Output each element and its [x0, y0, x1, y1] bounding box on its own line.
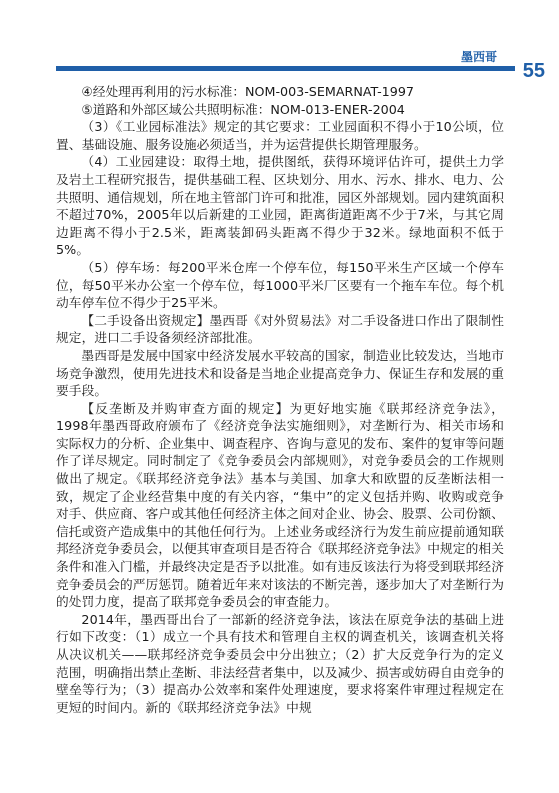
body-paragraph: （3）《工业园标准法》规定的其它要求：工业园面积不得小于10公顷，位置、基础设施、服务设施必须适当，并为运营提供长期管理服务。 — [56, 119, 504, 152]
body-paragraph: 墨西哥是发展中国家中经济发展水平较高的国家，制造业比较发达，当地市场竞争激烈，使用先进技术和设备是当地企业提高竞争力、保证生存和发展的重要手段。 — [56, 347, 504, 399]
header-divider — [56, 66, 515, 71]
body-paragraph: ④经处理再利用的污水标准：NOM-003-SEMARNAT-1997 — [81, 84, 414, 99]
body-paragraph: 2014年，墨西哥出台了一部新的经济竞争法，该法在原竞争法的基础上进行如下改变：（1）成立一个具有技术和管理自主权的调查机关，该调查机关将从决议机关——联邦经济竞争委员会中分出独立；（2）扩大反竞争行为的定义范围，明确指出禁止垄断、非法经营者集中，以及减少、损害或妨碍自由竞争的壁垒等行为；（3）提高办公效率和案件处理速度，要求将案件审理过程规定在更短的时间内。新的《联邦经济竞争法》中规 — [56, 611, 504, 715]
body-paragraph: ⑤道路和外部区域公共照明标准：NOM-013-ENER-2004 — [81, 101, 405, 117]
body-paragraph: （5）停车场：每200平米仓库一个停车位，每150平米生产区域一个停车位，每50平米办公室一个停车位，每1000平米厂区要有一个拖车车位。每个机动车停车位不得少于25平米。 — [56, 259, 504, 311]
body-paragraph: 【二手设备出资规定】墨西哥《对外贸易法》对二手设备进口作出了限制性规定，进口二手设备须经济部批准。 — [56, 312, 504, 346]
header-title: 墨西哥 — [460, 50, 497, 64]
page-body — [56, 83, 504, 716]
body-paragraph: （4）工业园建设：取得土地，提供图纸，获得环境评估许可，提供土力学及岩土工程研究报告，提供基础工程、区块划分、用水、污水、排水、电力、公共照明、通信规划，所在地主管部门许可和批准，园区外部规划。园内建筑面积不超过70%，2005年以后新建的工业园，距离街道距离不少于7米，与其它周边距离不得小于2.5米，距离装卸码头距离不得少于32米。绿地面积不低于5%。 — [56, 154, 504, 258]
page-number: 55 — [522, 60, 545, 82]
body-paragraph: 【反垄断及并购审查方面的规定】为更好地实施《联邦经济竞争法》，1998年墨西哥政府颁布了《经济竞争法实施细则》，对垄断行为、相关市场和实际权力的分析、企业集中、调查程序、咨询与意见的发布、案件的复审等问题作了详尽规定。同时制定了《竞争委员会内部规则》，对竞争委员会的工作规则做出了规定。《联邦经济竞争法》基本与美国、加拿大和欧盟的反垄断法相一致，规定了企业经营集中度的有关内容，“集中”的定义包括并购、收购或竞争对手、供应商、客户或其他任何经济主体之间对企业、协会、股票、公司份额、信托或资产造成集中的其他任何行为。上述业务或经济行为发生前应提前通知联邦经济竞争委员会，以便其审查项目是否符合《联邦经济竞争法》中规定的相关条件和准入门槛，并最终决定是否予以批准。如有违反该法行为将受到联邦经济竞争委员会的严厉惩罚。随着近年来对该法的不断完善，逐步加大了对垄断行为的处罚力度，提高了联邦竞争委员会的审查能力。 — [56, 400, 504, 610]
